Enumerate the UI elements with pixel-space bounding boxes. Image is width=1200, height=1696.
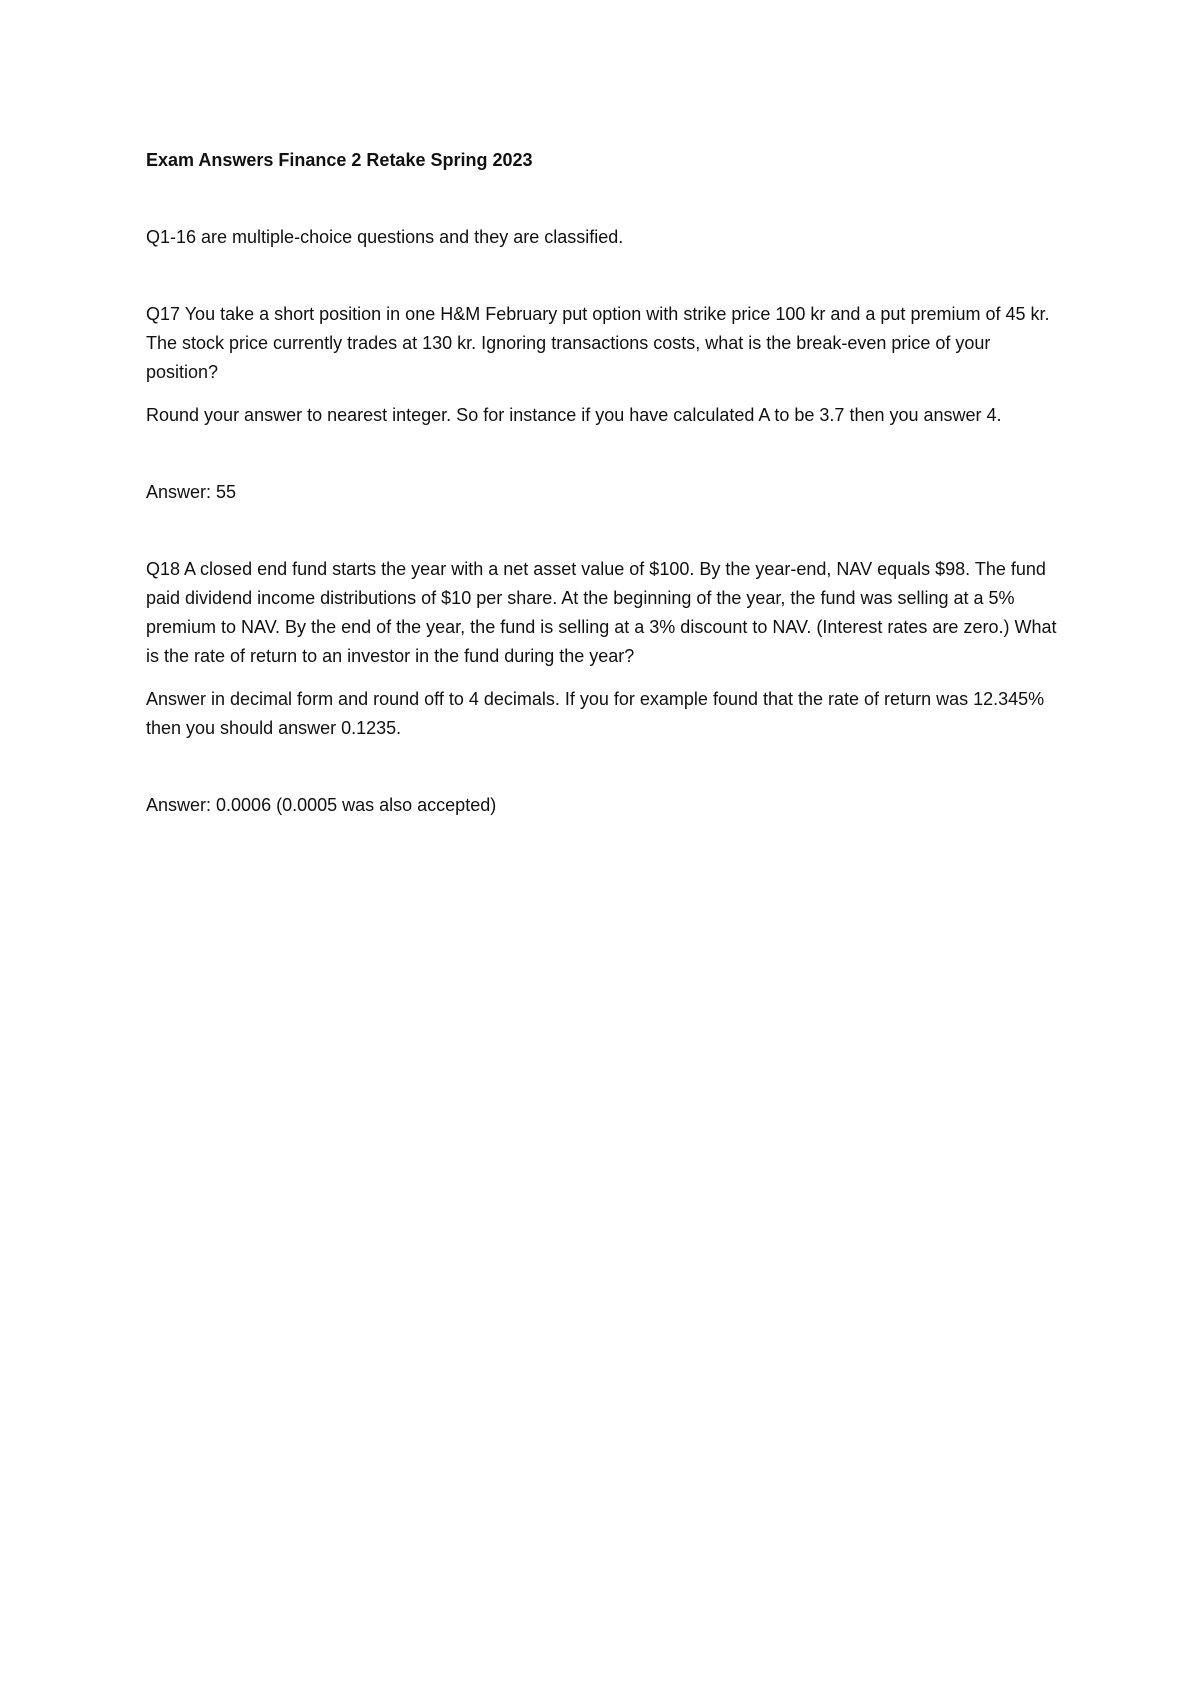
question-18-text: Q18 A closed end fund starts the year with a net asset value of $100. By the year-end, NAV equals $98. The fund paid dividend income distributions of $10 per share. At the beginning of the year, the fund was selling at a 5% premium to NAV. By the end of the year, the fund is selling at a 3% discount to NAV. (Interest rates are zero.) What is the rate of return to an investor in the fund during the year? [146, 559, 1057, 666]
document-title: Exam Answers Finance 2 Retake Spring 2023 [146, 150, 533, 170]
intro-paragraph: Q1-16 are multiple-choice questions and they are classified. [146, 227, 624, 247]
question-18-answer: Answer: 0.0006 (0.0005 was also accepted) [146, 795, 497, 815]
question-17-answer: Answer: 55 [146, 482, 237, 502]
question-17-text: Q17 You take a short position in one H&M February put option with strike price 100 kr and a put premium of 45 kr. The stock price currently trades at 130 kr. Ignoring transactions costs, what is the break-even price of your position? [146, 304, 1050, 382]
question-18-instruction: Answer in decimal form and round off to 4 decimals. If you for example found that the rate of return was 12.345% then you should answer 0.1235. [146, 689, 1045, 738]
question-17-instruction: Round your answer to nearest integer. So for instance if you have calculated A to be 3.7 then you answer 4. [146, 405, 1002, 425]
document-body [146, 146, 1066, 820]
